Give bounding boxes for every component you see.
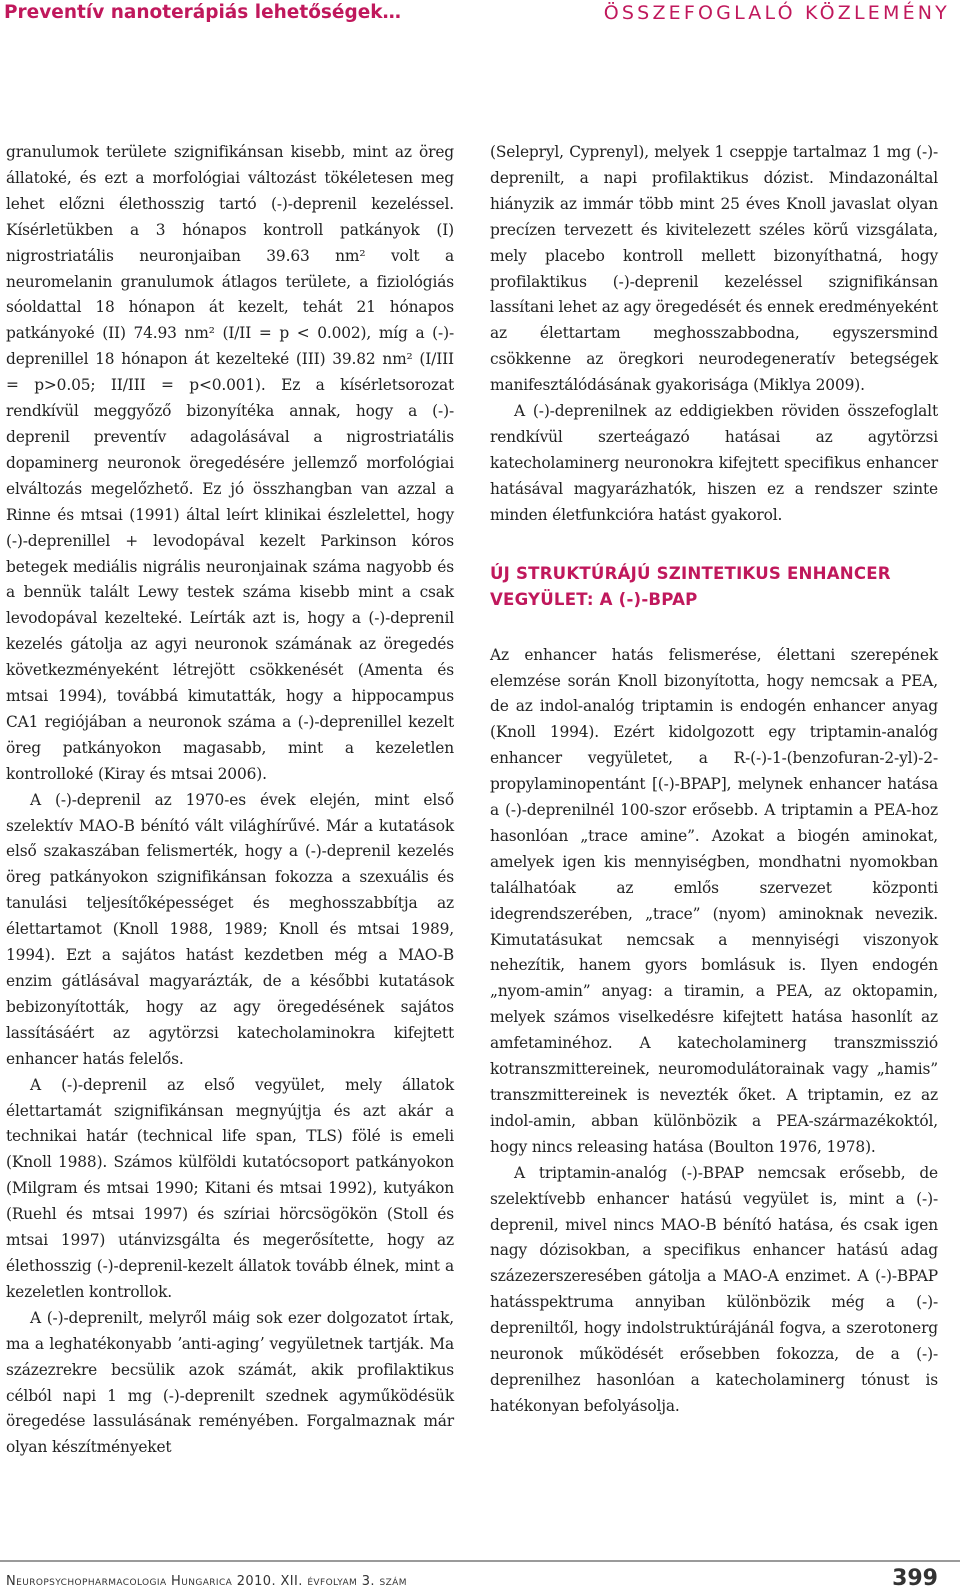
paragraph: granulumok területe szignifikánsan kisebb, mint az öreg állatoké, és ezt a morfológiai változást tökéletesen meg lehet előzni élethosszig tartó (-)-deprenil kezeléssel. Kísérletükben a 3 hónapos kontroll patkányok (I) nigrostriatális neuronjaiban 39.63 nm² volt a neuromelanin granulumok átlagos területe, a fiziológiás sóoldattal 18 hónapon át kezelt, tehát 21 hónapos patkányoké (II) 74.93 nm² (I/II = p < 0.002), míg a (-)-deprenillel 18 hónapon át kezelteké (III) 39.82 nm² (I/III = p>0.05; II/III = p<0.001). Ez a kísérletsorozat rendkívül meggyőző bizonyítéka annak, hogy a (-)-deprenil preventív adagolásával a nigrostriatális dopaminerg neuronok öregedésére jellemző morfológiai elváltozás megelőzhető. Ez jó összhangban van azzal a Rinne és mtsai (1991) által leírt klinikai észlelettel, hogy (-)-deprenillel + levodopával kezelt Parkinson kóros betegek mediális nigrális neuronjainak száma nagyobb és a bennük talált Lewy testek száma kisebb mint a csak levodopával kezelteké. Leírták azt is, hogy a (-)-deprenil kezelés gátolja az agyi neuronok számának az öregedés következményeként létrejött csökkenését (Amenta és mtsai 1994), továbbá kimutatták, hogy a hippocampus CA1 regiójában a neuronok száma a (-)-deprenillel kezelt öreg patkányokon magasabb, mint a kezeletlen kontrolloké (Kiray és mtsai 2006). [6, 143, 454, 783]
running-head-section: ÖSSZEFOGLALÓ KÖZLEMÉNY [603, 2, 950, 24]
section-heading-line: VEGYÜLET: A (-)-BPAP [490, 589, 698, 609]
footer-journal: Neuropsychopharmacologia Hungarica 2010. XII. évfolyam 3. szám [6, 1574, 407, 1589]
paragraph: (Selepryl, Cyprenyl), melyek 1 cseppje tartalmaz 1 mg (-)-deprenilt, a napi profilaktikus dózist. Mindazonáltal hiányzik az immár több mint 25 éves Knoll javaslat olyan precízen tervezett és kivitelezett széles körű vizsgálata, mely placebo kontroll mellett bizonyíthatná, hogy profilaktikus (-)-deprenil kezeléssel szignifikánsan lassítani lehet az agy öregedését és ennek eredményeként az élettartam meghosszabbodna, egyszersmind csökkenne az öregkori neurodegeneratív betegségek manifesztálódásának gyakorisága (Miklya 2009). [490, 143, 938, 395]
paragraph: A (-)-deprenilt, melyről máig sok ezer dolgozatot írtak, ma a leghatékonyabb ʼanti-agingʼ vegyületnek tartják. Ma százezrekre becsülik azok számát, akik profilaktikus célból napi 1 mg (-)-deprenilt szednek agyműködésük öregedése lassulásának reményében. Forgalmaznak már olyan készítményeket [6, 1308, 454, 1457]
section-heading-line: ÚJ STRUKTÚRÁJÚ SZINTETIKUS ENHANCER [490, 563, 891, 583]
page-number: 399 [892, 1566, 938, 1591]
section-heading [490, 561, 938, 613]
paragraph: A triptamin-analóg (-)-BPAP nemcsak erősebb, de szelektívebb enhancer hatású vegyület is, mint a (-)-deprenil, mivel nincs MAO-B bénító hatása, és csak igen nagy dózisokban, a specifikus enhancer hatású adag százezerszeresében gátolja a MAO-A enzimet. A (-)-BPAP hatásspektruma annyiban különbözik még a (-)-depreniltől, hogy indolstruktúrájánál fogva, a szerotonerg neuronok működését erősebben fokozza, de a (-)-deprenilhez hasonlóan a katecholaminerg tónust is hatékonyan befolyásolja. [490, 1163, 938, 1415]
paragraph: A (-)-deprenil az 1970-es évek elején, mint első szelektív MAO-B bénító vált világhírűvé. Már a kutatások első szakaszában felismerték, hogy a (-)-deprenil kezelés öreg patkányokon szignifikánsan fokozza a szexuális és tanulási teljesítőképességet és meghosszabbítja az élettartamot (Knoll 1988, 1989; Knoll és mtsai 1989, 1994). Ezt a sajátos hatást kezdetben még a MAO-B enzim gátlásával magyarázták, de a későbbi kutatások bebizonyították, hogy az agy öregedésének sajátos lassításáért az agytörzsi katecholaminokra kifejtett enhancer hatás felelős. [6, 790, 454, 1068]
running-head-title: Preventív nanoterápiás lehetőségek… [4, 2, 402, 23]
footer-rule [0, 1560, 960, 1562]
paragraph: A (-)-deprenilnek az eddigiekben röviden összefoglalt rendkívül szerteágazó hatásai az agytörzsi katecholaminerg neuronokra kifejtett specifikus enhancer hatásával magyarázhatók, hiszen ez a rendszer szinte minden életfunkcióra hatást gyakorol. [490, 402, 938, 524]
page-header [0, 0, 960, 32]
paragraph: A (-)-deprenil az első vegyület, mely állatok élettartamát szignifikánsan megnyújtja és azt akár a technikai határ (technical life span, TLS) fölé is emeli (Knoll 1988). Számos külföldi kutatócsoport patkányokon (Milgram és mtsai 1990; Kitani és mtsai 1992), kutyákon (Ruehl és mtsai 1997) és szíriai hörcsögökön (Stoll és mtsai 1997) utánvizsgálta és megerősítette, hogy az élethosszig (-)-deprenil-kezelt állatok tovább élnek, mint a kezeletlen kontrollok. [6, 1075, 454, 1301]
right-column [490, 140, 938, 1420]
paragraph: Az enhancer hatás felismerése, élettani szerepének elemzése során Knoll bizonyította, hogy nemcsak a PEA, de az indol-analóg triptamin is endogén enhancer anyag (Knoll 1994). Ezért kidolgozott egy triptamin-analóg enhancer vegyületet, a R-(-)-1-(benzofuran-2-yl)-2-propylaminopentánt [(-)-BPAP], melynek enhancer hatása a (-)-deprenilnél 100-szor erősebb. A triptamin a PEA-hoz hasonlóan „trace amine”. Azokat a biogén aminokat, amelyek igen kis mennyiségben, mondhatni nyomokban találhatóak az emlős szervezet központi idegrendszerében, „trace” (nyom) aminoknak nevezik. Kimutatásukat nemcsak a mennyiségi viszonyok nehezítik, hanem gyors bomlásuk is. Ilyen endogén „nyom-amin” anyag: a tiramin, a PEA, az oktopamin, melyek számos viselkedésre kifejtett hatása hasonlít az amfetaminéhoz. A katecholaminerg transzmisszió kotranszmittereinek, neuromodulátorainak vagy „hamis” transzmittereinek is nevezték őket. A triptamin, ez az indol-amin, abban különbözik a PEA-származékoktól, hogy nincs releasing hatása (Boulton 1976, 1978). [490, 645, 938, 1156]
left-column [6, 140, 454, 1461]
